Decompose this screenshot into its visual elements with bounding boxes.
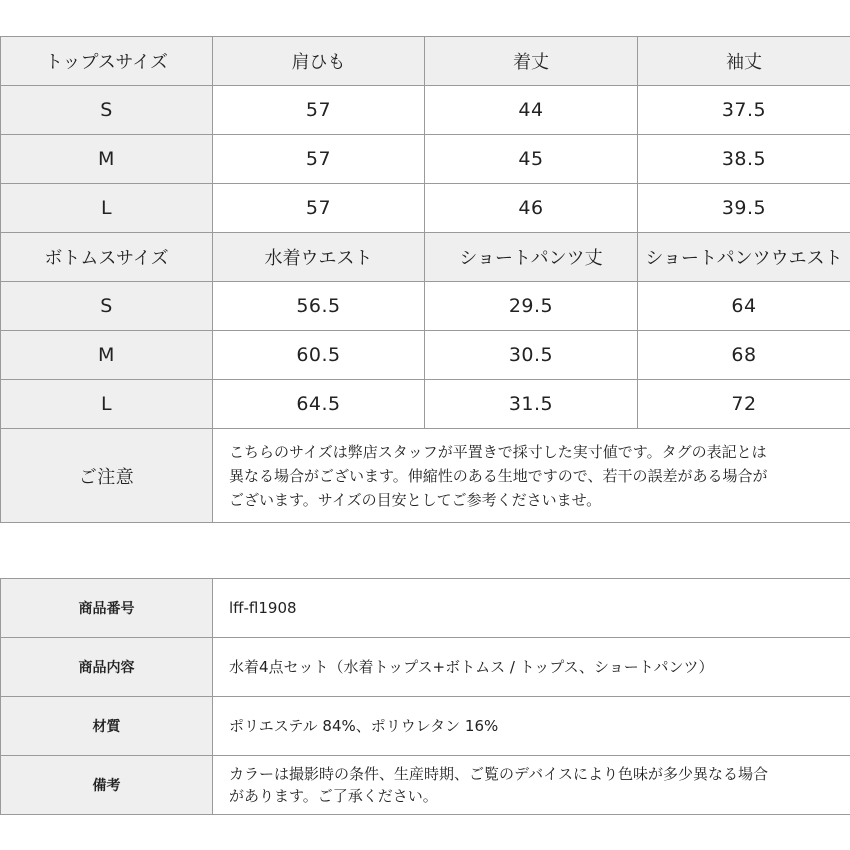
bottoms-header-size: ボトムスサイズ: [1, 233, 213, 282]
product-number-value: [213, 579, 850, 638]
table-cell: 30.5: [425, 331, 638, 380]
value-line: 水着4点セット（水着トップス+ボトムス / トップス、ショートパンツ）: [229, 658, 714, 676]
size-label: L: [1, 380, 213, 429]
note-line: ございます。サイズの目安としてご参考くださいませ。: [229, 490, 602, 509]
value-line: カラーは撮影時の条件、生産時期、ご覧のデバイスにより色味が多少異なる場合: [229, 765, 768, 783]
table-cell: 39.5: [638, 184, 850, 233]
table-cell: 64: [638, 282, 850, 331]
bottoms-header-shorts-length: ショートパンツ丈: [425, 233, 638, 282]
size-table: [0, 36, 850, 523]
note-row: [1, 429, 850, 523]
bottoms-header-shorts-waist: ショートパンツウエスト: [638, 233, 850, 282]
tops-header-size: トップスサイズ: [1, 37, 213, 86]
table-row: [1, 184, 850, 233]
remarks-value: [213, 756, 850, 815]
material-label: 材質: [1, 697, 213, 756]
table-cell: 72: [638, 380, 850, 429]
table-row: [1, 380, 850, 429]
material-value: [213, 697, 850, 756]
table-cell: 29.5: [425, 282, 638, 331]
size-label: M: [1, 331, 213, 380]
tops-header-strap: 肩ひも: [213, 37, 425, 86]
note-line: 異なる場合がございます。伸縮性のある生地ですので、若干の誤差がある場合が: [229, 466, 768, 485]
table-cell: 46: [425, 184, 638, 233]
table-cell: 57: [213, 184, 425, 233]
remarks-label: 備考: [1, 756, 213, 815]
table-row: [1, 135, 850, 184]
table-cell: 44: [425, 86, 638, 135]
value-line: ポリエステル 84%、ポリウレタン 16%: [229, 717, 499, 735]
table-row: [1, 86, 850, 135]
value-line: lff-fl1908: [229, 599, 297, 617]
product-info-table: [0, 578, 850, 815]
product-number-label: 商品番号: [1, 579, 213, 638]
table-cell: 37.5: [638, 86, 850, 135]
table-cell: 38.5: [638, 135, 850, 184]
table-cell: 56.5: [213, 282, 425, 331]
note-label: ご注意: [1, 429, 213, 523]
product-contents-value: [213, 638, 850, 697]
product-contents-label: 商品内容: [1, 638, 213, 697]
size-label: M: [1, 135, 213, 184]
table-cell: 64.5: [213, 380, 425, 429]
tops-header-sleeve: 袖丈: [638, 37, 850, 86]
table-row: [1, 331, 850, 380]
table-row: [1, 282, 850, 331]
tops-header-row: [1, 37, 850, 86]
table-cell: 60.5: [213, 331, 425, 380]
table-cell: 45: [425, 135, 638, 184]
size-label: S: [1, 282, 213, 331]
tops-header-length: 着丈: [425, 37, 638, 86]
note-line: こちらのサイズは弊店スタッフが平置きで採寸した実寸値です。タグの表記とは: [229, 442, 767, 461]
product-number-row: [1, 579, 850, 638]
product-contents-row: [1, 638, 850, 697]
remarks-row: [1, 756, 850, 815]
size-label: L: [1, 184, 213, 233]
table-cell: 68: [638, 331, 850, 380]
table-cell: 31.5: [425, 380, 638, 429]
material-row: [1, 697, 850, 756]
bottoms-header-waist: 水着ウエスト: [213, 233, 425, 282]
note-text: [213, 429, 850, 523]
bottoms-header-row: [1, 233, 850, 282]
table-cell: 57: [213, 135, 425, 184]
size-label: S: [1, 86, 213, 135]
table-cell: 57: [213, 86, 425, 135]
value-line: があります。ご了承ください。: [229, 787, 438, 805]
